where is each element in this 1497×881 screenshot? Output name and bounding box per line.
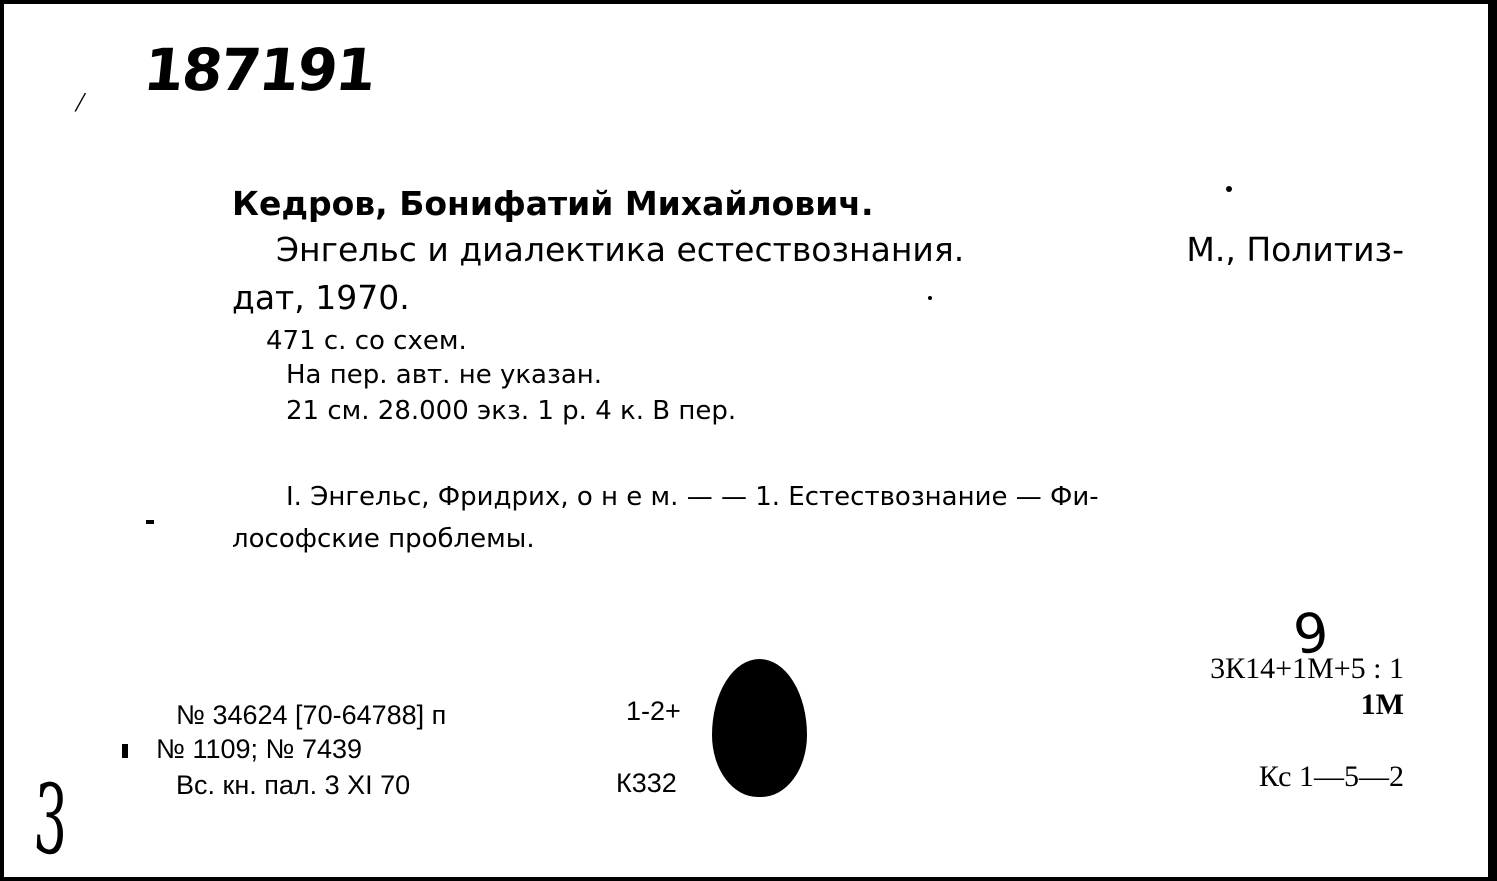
handwritten-number: 187191 bbox=[140, 36, 378, 104]
register-numbers: № 1109; № 7439 bbox=[156, 734, 363, 764]
pages-note: 471 с. со схем. bbox=[266, 326, 467, 356]
book-title: Энгельс и диалектика естествознания. bbox=[276, 230, 965, 269]
register-copies: 1-2+ bbox=[626, 696, 681, 726]
publisher-place: М., Политиз- bbox=[1186, 230, 1404, 269]
classification-code: 3К14+1М+5 : 1 bbox=[1210, 652, 1404, 685]
order-code: К332 bbox=[616, 768, 677, 798]
author-note: На пер. авт. не указан. bbox=[286, 360, 603, 390]
subject-line-1: I. Энгельс, Фридрих, о н е м. — — 1. Естествознание — Фи- bbox=[286, 482, 1099, 512]
pencil-tick-mark: / bbox=[73, 85, 88, 120]
publisher-year: дат, 1970. bbox=[232, 278, 410, 317]
author-heading: Кедров, Бонифатий Михайлович. bbox=[232, 184, 874, 223]
subject-line-2: лософские проблемы. bbox=[232, 524, 535, 554]
register-number: № 34624 [70-64788] п bbox=[176, 700, 447, 730]
handwritten-mark: 3 bbox=[31, 762, 70, 878]
book-chamber-date: Вс. кн. пал. 3 XI 70 bbox=[176, 770, 411, 800]
ink-speck bbox=[122, 744, 128, 758]
kc-code: Кс 1—5—2 bbox=[1258, 760, 1404, 793]
handwritten-digit: 9 bbox=[1289, 599, 1333, 668]
ink-speck bbox=[1226, 186, 1232, 192]
ink-blot bbox=[712, 659, 807, 797]
classification-code-2: 1М bbox=[1360, 688, 1404, 721]
ink-speck bbox=[928, 296, 932, 300]
ink-speck bbox=[146, 520, 154, 524]
physical-description: 21 см. 28.000 экз. 1 р. 4 к. В пер. bbox=[286, 396, 737, 426]
